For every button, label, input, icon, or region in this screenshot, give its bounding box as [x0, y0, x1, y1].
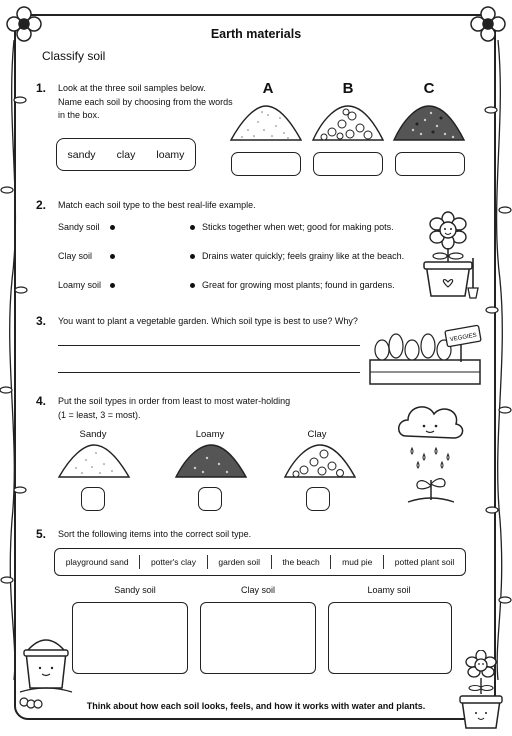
- question-line: Name each soil by choosing from the words: [58, 96, 233, 107]
- happy-flower-pot-icon: [456, 650, 506, 732]
- sort-box-sandy[interactable]: [72, 602, 188, 674]
- match-dot[interactable]: [190, 225, 195, 230]
- question-number: 2.: [36, 198, 47, 212]
- order-box-clay[interactable]: [306, 487, 330, 511]
- match-left-item: Loamy soil: [58, 280, 102, 290]
- sandy-soil-pile-icon: [228, 100, 304, 144]
- column-heading: Sandy soil: [114, 585, 156, 595]
- question-line: (1 = least, 3 = most).: [58, 409, 141, 420]
- sandy-soil-pile-icon: [56, 440, 132, 480]
- sample-letter: C: [423, 80, 435, 97]
- answer-box-a[interactable]: [231, 152, 301, 176]
- word-bank-item: sandy: [67, 148, 96, 161]
- match-right-item: Sticks together when wet; good for making pots.: [202, 222, 394, 232]
- sample-letter: B: [342, 80, 354, 97]
- match-right-item: Drains water quickly; feels grainy like at the beach.: [202, 251, 405, 261]
- vegetable-garden-icon: [366, 322, 486, 388]
- answer-box-b[interactable]: [313, 152, 383, 176]
- soil-label: Loamy: [195, 429, 225, 440]
- loamy-soil-pile-icon: [173, 440, 249, 480]
- order-box-sandy[interactable]: [81, 487, 105, 511]
- page-title: Earth materials: [210, 27, 302, 41]
- garden-sign-text: VEGGIES: [449, 332, 478, 344]
- sort-box-loamy[interactable]: [328, 602, 452, 674]
- column-heading: Clay soil: [240, 585, 275, 595]
- vine-left-icon: [0, 40, 28, 680]
- clay-soil-pile-icon: [310, 100, 386, 144]
- question-line: Look at the three soil samples below.: [58, 83, 206, 93]
- sort-item[interactable]: playground sand: [65, 557, 129, 567]
- sort-item[interactable]: garden soil: [218, 557, 261, 567]
- match-right-item: Great for growing most plants; found in gardens.: [202, 280, 395, 290]
- question-number: 3.: [36, 314, 47, 328]
- sort-item[interactable]: potted plant soil: [394, 557, 455, 567]
- question-number: 1.: [36, 81, 47, 95]
- footer-note: Think about how each soil looks, feels, and how it works with water and plants.: [86, 701, 426, 711]
- question-text: You want to plant a vegetable garden. Which soil type is best to use? Why?: [58, 316, 358, 326]
- answer-box-c[interactable]: [395, 152, 465, 176]
- column-heading: Loamy soil: [367, 585, 411, 595]
- question-number: 4.: [36, 394, 47, 408]
- match-dot[interactable]: [110, 283, 115, 288]
- question-text: Match each soil type to the best real-life example.: [58, 200, 256, 210]
- match-dot[interactable]: [110, 225, 115, 230]
- page-subtitle: Classify soil: [42, 49, 106, 63]
- soil-label: Clay: [307, 429, 327, 440]
- answer-line[interactable]: [58, 372, 360, 373]
- match-left-item: Clay soil: [58, 251, 93, 261]
- question-line: Put the soil types in order from least to most water-holding: [58, 396, 291, 406]
- sort-box-clay[interactable]: [200, 602, 316, 674]
- word-bank: [56, 138, 196, 171]
- question-text: [58, 395, 290, 422]
- rain-cloud-sprout-icon: [394, 398, 468, 506]
- question-line: in the box.: [58, 110, 100, 120]
- answer-line[interactable]: [58, 345, 360, 346]
- clay-soil-pile-icon: [282, 440, 358, 480]
- sort-item[interactable]: potter's clay: [150, 557, 197, 567]
- sand-bucket-icon: [18, 628, 74, 712]
- question-text: [58, 82, 233, 123]
- sample-letter: A: [262, 80, 274, 97]
- match-dot[interactable]: [190, 254, 195, 259]
- question-number: 5.: [36, 527, 47, 541]
- word-bank-item: clay: [116, 148, 136, 161]
- match-dot[interactable]: [190, 283, 195, 288]
- word-bank-item: loamy: [156, 148, 185, 161]
- vine-right-icon: [484, 40, 512, 680]
- question-text: Sort the following items into the correct soil type.: [58, 529, 252, 539]
- match-left-item: Sandy soil: [58, 222, 100, 232]
- order-box-loamy[interactable]: [198, 487, 222, 511]
- sort-item[interactable]: mud pie: [342, 557, 373, 567]
- soil-label: Sandy: [79, 429, 107, 440]
- match-dot[interactable]: [110, 254, 115, 259]
- flower-pot-icon: [418, 210, 490, 302]
- loamy-soil-pile-icon: [391, 100, 467, 144]
- sort-item[interactable]: the beach: [282, 557, 320, 567]
- sort-items-bar: [54, 548, 466, 576]
